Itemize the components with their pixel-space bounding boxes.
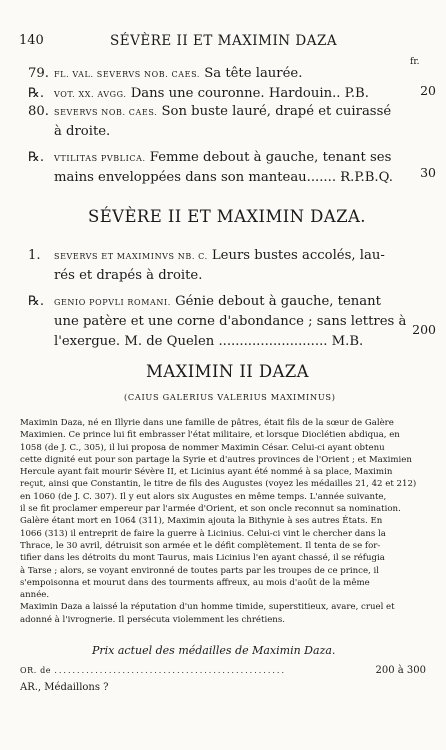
legend-text: VTILITAS PVBLICA. xyxy=(54,154,146,163)
description-text: à droite. xyxy=(54,124,111,139)
entry-line xyxy=(28,266,406,286)
price-value: 200 xyxy=(412,322,436,337)
entry-line xyxy=(28,102,393,122)
description-text: mains enveloppées dans son manteau....... Ɍ.P.B.Q. xyxy=(54,170,393,185)
bio-line: il se fit proclamer empereur par l'armée d'Orient, et son oncle reconnut sa nomination. xyxy=(20,504,401,515)
bio-line: tifier dans les détroits du mont Taurus, mais Licinius l'en ayant chassé, il se réfugia xyxy=(20,553,385,564)
reverse-symbol: ℞. xyxy=(28,294,45,309)
page-number: 140 xyxy=(19,33,44,48)
description-text: une patère et une corne d'abondance ; sans lettres à xyxy=(54,314,407,329)
entry-number: 79. xyxy=(28,66,49,81)
legend-text: SEVERVS ET MAXIMINVS NB. C. xyxy=(54,252,208,261)
description-text: Sa tête laurée. xyxy=(200,66,303,81)
legend-text: VOT. XX. AVGG. xyxy=(54,90,127,99)
prices-heading: Prix actuel des médailles de Maximin Daza. xyxy=(92,644,336,657)
entry-line xyxy=(28,292,406,312)
reverse-symbol: ℞. xyxy=(28,150,45,165)
bio-line: Maximin Daza, né en Illyrie dans une famille de pâtres, était fils de la sœur de Galère xyxy=(20,418,394,428)
entry-line xyxy=(28,168,393,188)
bio-line: Maximien. Ce prince lui fit embrasser l'état militaire, et lorsque Dioclétien abdiqua, en xyxy=(20,430,400,441)
bio-line: Hercule ayant fait mourir Sévère II, et Licinius ayant été nommé à sa place, Maximin xyxy=(20,467,393,478)
bio-line: reçut, ainsi que Constantin, le titre de fils des Augustes (voyez les médailles 21, 42 et 212) xyxy=(20,479,417,490)
legend-text: GENIO POPVLI ROMANI. xyxy=(54,298,171,307)
description-text: Leurs bustes accolés, lau- xyxy=(207,248,385,263)
entry-line xyxy=(28,312,406,332)
reverse-symbol: ℞. xyxy=(28,86,45,101)
bio-line: 1058 (de J. C., 305), il lui proposa de nommer Maximin César. Celui-ci ayant obtenu xyxy=(20,442,385,453)
bio-line: adonné à l'ivrognerie. Il persécuta violemment les chrétiens. xyxy=(20,614,285,625)
description-text: Femme debout à gauche, tenant ses xyxy=(145,150,392,165)
description-text: Son buste lauré, drapé et cuirassé xyxy=(157,104,392,119)
leader-dots: ................................................... xyxy=(54,666,287,675)
bio-line: Thrace, le 30 avril, détruisit son armée et le défit complètement. Il tenta de se for- xyxy=(20,540,381,551)
entry-number: 1. xyxy=(28,248,41,263)
entry-line xyxy=(28,84,369,104)
bio-line: à Tarse ; alors, se voyant environné de toutes parts par les troupes de ce prince, il xyxy=(20,565,380,576)
entry-line xyxy=(28,246,406,266)
coin-entry-79 xyxy=(28,64,369,104)
description-text: rés et drapés à droite. xyxy=(54,268,203,283)
bio-line: Maximin Daza a laissé la réputation d'un homme timide, superstitieux, avare, cruel et xyxy=(20,602,395,613)
bio-line: cette dignité eut pour son partage la Syrie et d'autres provinces de l'Orient ; et Maximien xyxy=(20,454,412,465)
legend-text: SEVERVS NOB. CAES. xyxy=(54,108,158,117)
bio-line: 1066 (313) il entreprit de faire la guerre à Licinius. Celui-ci vint le chercher dans la xyxy=(20,528,386,539)
running-title: SÉVÈRE II ET MAXIMIN DAZA xyxy=(110,33,338,49)
metal-label: AR., Médaillons ? xyxy=(20,682,109,693)
entry-line xyxy=(28,148,393,168)
price-value: 20 xyxy=(420,83,436,98)
coin-entry-1 xyxy=(28,246,406,352)
entry-number: 80. xyxy=(28,104,49,119)
section-title: MAXIMIN II DAZA xyxy=(146,362,309,381)
entry-line xyxy=(28,332,406,352)
price-row-gold xyxy=(20,665,426,676)
description-text: Génie debout à gauche, tenant xyxy=(170,294,381,309)
metal-label: OR. de xyxy=(20,666,52,675)
bio-line: s'empoisonna et mourut dans des tourments affreux, au mois d'août de la même xyxy=(20,577,370,588)
currency-abbrev: fr. xyxy=(410,57,420,67)
entry-line xyxy=(28,122,393,142)
description-text: l'exergue. M. de Quelen .......................... M.B. xyxy=(54,334,364,349)
price-value: 200 à 300 xyxy=(375,665,426,676)
price-value: 30 xyxy=(420,165,436,180)
description-text: Dans une couronne. Hardouin.. P.B. xyxy=(126,86,369,101)
biography-text xyxy=(20,417,424,626)
price-row-silver xyxy=(20,682,109,693)
bio-line: année. xyxy=(20,590,50,601)
coin-entry-80 xyxy=(28,102,393,188)
section-subtitle: (CAIUS GALERIUS VALERIUS MAXIMINUS) xyxy=(124,392,336,402)
legend-text: FL. VAL. SEVERVS NOB. CAES. xyxy=(54,70,201,79)
section-title: SÉVÈRE II ET MAXIMIN DAZA. xyxy=(88,207,366,226)
bio-line: Galère étant mort en 1064 (311), Maximin ajouta la Bithynie à ses autres États. En xyxy=(20,516,383,527)
entry-line xyxy=(28,64,369,84)
bio-line: en 1060 (de J. C. 307). Il y eut alors six Augustes en même temps. L'année suivante, xyxy=(20,491,387,502)
